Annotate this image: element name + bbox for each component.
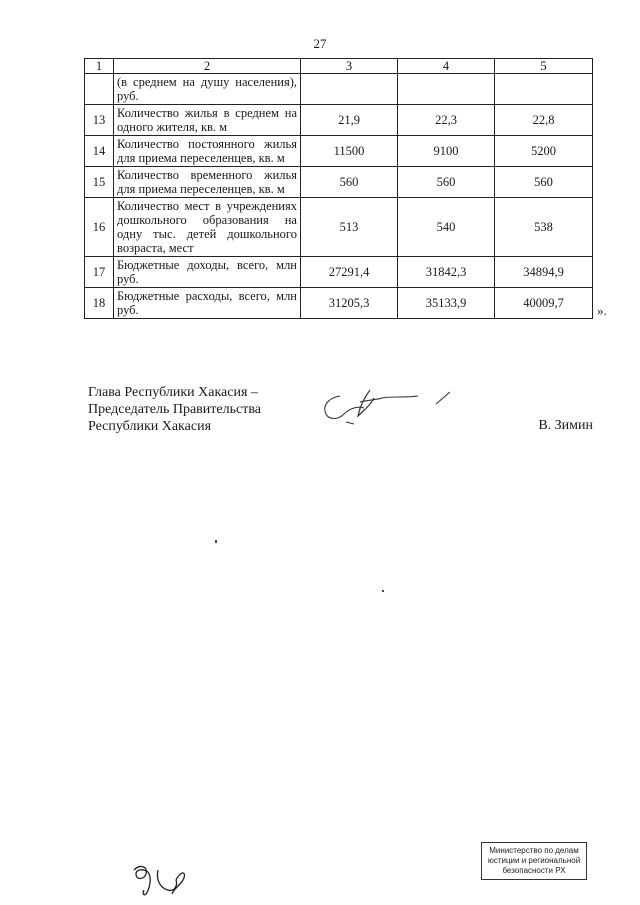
value-cell: 22,3 [398, 105, 495, 136]
value-cell: 5200 [495, 136, 593, 167]
signatory-line-1: Глава Республики Хакасия – [88, 385, 258, 400]
value-cell: 21,9 [301, 105, 398, 136]
signatory-line-3: Республики Хакасия [88, 419, 212, 434]
value-cell [301, 74, 398, 105]
value-cell [398, 74, 495, 105]
row-number-cell: 17 [85, 257, 114, 288]
value-cell: 560 [495, 167, 593, 198]
table-row [85, 167, 593, 198]
indicator-name-cell: Количество жилья в среднем на одного жителя, кв. м [114, 105, 301, 136]
value-cell: 560 [398, 167, 495, 198]
value-cell: 22,8 [495, 105, 593, 136]
row-number-cell: 14 [85, 136, 114, 167]
table-header-row [85, 59, 593, 74]
row-number-cell: 15 [85, 167, 114, 198]
stamp-line-1: Министерство по делам [489, 846, 579, 855]
stamp-line-2: юстиции и региональной [487, 856, 581, 865]
column-header: 3 [301, 59, 398, 74]
signatory-title [88, 384, 261, 435]
value-cell: 560 [301, 167, 398, 198]
table-row [85, 198, 593, 257]
value-cell: 27291,4 [301, 257, 398, 288]
table-row [85, 105, 593, 136]
column-header: 1 [85, 59, 114, 74]
handwritten-signature [318, 384, 468, 434]
page-number: 27 [313, 36, 327, 51]
row-number-cell: 16 [85, 198, 114, 257]
signatory-line-2: Председатель Правительства [88, 402, 261, 417]
scan-speck [382, 590, 384, 592]
row-number-cell: 13 [85, 105, 114, 136]
column-header: 4 [398, 59, 495, 74]
value-cell: 31205,3 [301, 288, 398, 319]
indicator-name-cell: Количество постоянного жилья для приема переселенцев, кв. м [114, 136, 301, 167]
row-number-cell: 18 [85, 288, 114, 319]
value-cell: 40009,7 [495, 288, 593, 319]
indicators-table [84, 58, 593, 319]
column-header: 2 [114, 59, 301, 74]
row-number-cell [85, 74, 114, 105]
value-cell [495, 74, 593, 105]
value-cell: 11500 [301, 136, 398, 167]
table-row [85, 136, 593, 167]
value-cell: 513 [301, 198, 398, 257]
value-cell: 34894,9 [495, 257, 593, 288]
signer-name: В. Зимин [538, 418, 593, 433]
table-row [85, 74, 593, 105]
value-cell: 35133,9 [398, 288, 495, 319]
stamp-line-3: безопасности РХ [502, 866, 566, 875]
indicator-name-cell: Бюджетные расходы, всего, млн руб. [114, 288, 301, 319]
indicator-name-cell: (в среднем на душу населения), руб. [114, 74, 301, 105]
indicator-name-cell: Бюджетные доходы, всего, млн руб. [114, 257, 301, 288]
value-cell: 540 [398, 198, 495, 257]
table-row [85, 288, 593, 319]
table-row [85, 257, 593, 288]
column-header: 5 [495, 59, 593, 74]
handwritten-initials [128, 860, 198, 900]
closing-quote: ». [597, 303, 607, 318]
value-cell: 9100 [398, 136, 495, 167]
registration-stamp [481, 842, 587, 880]
value-cell: 31842,3 [398, 257, 495, 288]
scan-speck [215, 540, 217, 543]
table-body [85, 59, 593, 319]
indicator-name-cell: Количество временного жилья для приема переселенцев, кв. м [114, 167, 301, 198]
value-cell: 538 [495, 198, 593, 257]
indicator-name-cell: Количество мест в учреждениях дошкольного образования на одну тыс. детей дошкольного возраста, мест [114, 198, 301, 257]
